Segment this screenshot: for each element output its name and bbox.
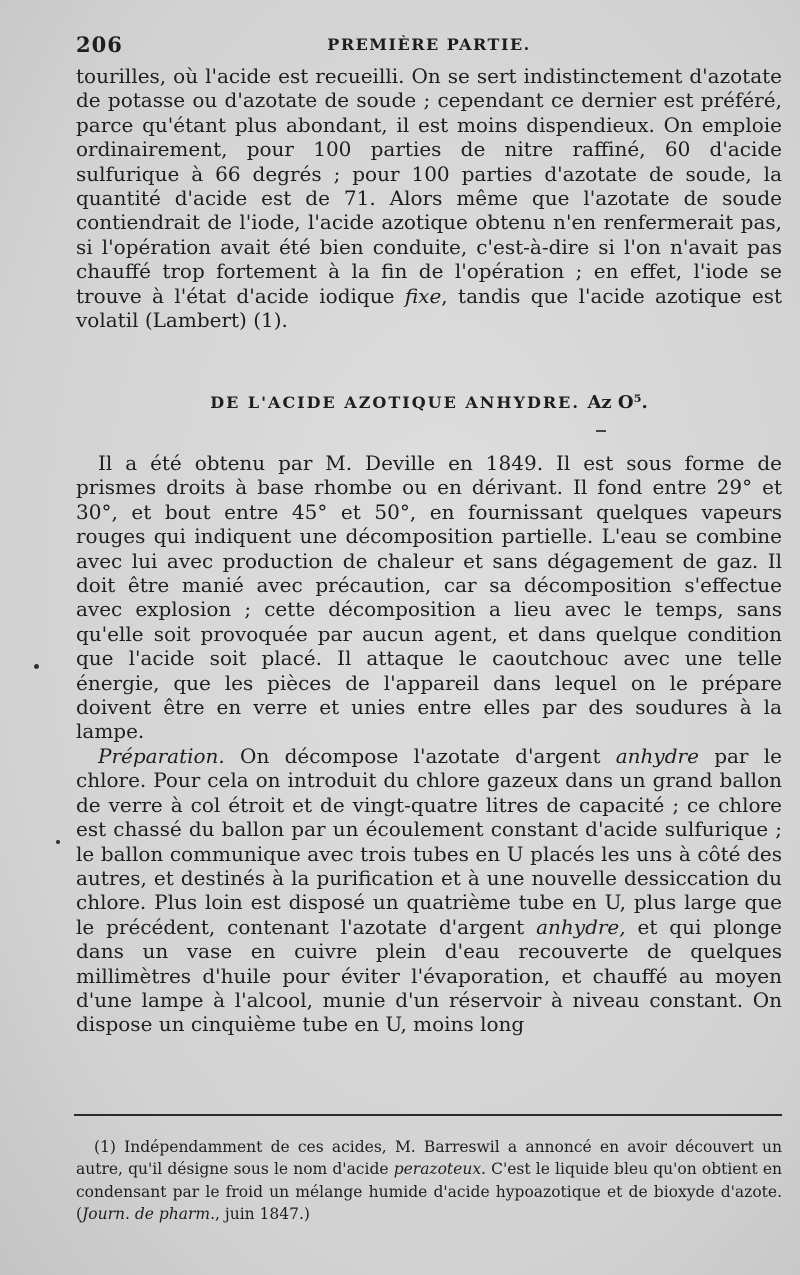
footnote bbox=[76, 1136, 782, 1226]
page-header bbox=[76, 32, 782, 58]
chemical-formula: Az O⁵. bbox=[587, 392, 648, 413]
footnote-rule bbox=[74, 1114, 782, 1116]
body-paragraph: Il a été obtenu par M. Deville en 1849. Il est sous forme de prismes droits à base rhombe ou en dérivant. Il fond entre 29° et 30°, et bout entre 45° et 50°, en fournissant quelques vapeurs rouges qui indiquent une décomposition partielle. L'eau se combine avec lui avec production de chaleur et sans dégagement de gaz. Il doit être manié avec précaution, car sa décomposition s'effectue avec explosion ; cette décomposition a lieu avec le temps, sans qu'elle soit provoquée par aucun agent, et dans quelque condition que l'acide soit placé. Il attaque le caoutchouc avec une telle énergie, que les pièces de l'appareil dans lequel on le prépare doivent être en verre et unies entre elles par des soudures à la lampe. bbox=[76, 451, 782, 744]
paragraph-text-end: , tandis que l'acide azotique est volatil (Lambert) (1). bbox=[76, 283, 783, 333]
footnote-text: , juin 1847.) bbox=[215, 1205, 310, 1224]
margin-mark bbox=[56, 840, 60, 844]
italic-word: fixe bbox=[404, 283, 442, 308]
paragraph-text: par le chlore. Pour cela on introduit du chlore gazeux dans un grand ballon de verre à col étroit et de vingt-quatre litres de capacité ; ce chlore est chassé du ballon par un écoulement constant d'acide sulfurique ; le ballon communique avec trois tubes en U placés les uns à côté des autres, et destinés à la purification et à une nouvelle dessiccation du chlore. Plus loin est disposé un quatrième tube en U, plus large que le précédent, contenant l'azotate d'argent bbox=[76, 743, 782, 939]
preparation-label: Préparation. bbox=[98, 743, 225, 768]
running-head: PREMIÈRE PARTIE. bbox=[327, 35, 531, 54]
margin-mark bbox=[34, 664, 39, 669]
italic-word: anhydre bbox=[615, 743, 699, 768]
paragraph-text: tourilles, où l'acide est recueilli. On se sert indistinctement d'azotate de potasse ou d'azotate de soude ; cependant ce dernier est préféré, parce qu'étant plus abondant, il est moins dispendieux. On emploie ordinairement, pour 100 parties de nitre raffiné, 60 d'acide sulfurique à 66 degrés ; pour 100 parties d'azotate de soude, la quantité d'acide est de 71. Alors même que l'azotate de soude contiendrait de l'iode, l'acide azotique obtenu n'en renfermerait pas, si l'opération avait été bien conduite, c'est-à-dire si l'on n'avait pas chauffé trop fortement à la fin de l'opération ; en effet, l'iode se trouve à l'état d'acide iodique bbox=[76, 64, 782, 308]
section-body bbox=[76, 451, 782, 1037]
section-title: DE L'ACIDE AZOTIQUE ANHYDRE. bbox=[210, 393, 580, 412]
section-divider bbox=[596, 430, 606, 432]
page-number: 206 bbox=[76, 32, 123, 57]
preparation-paragraph bbox=[76, 744, 782, 1037]
paragraph-text: et qui plonge dans un vase en cuivre plein d'eau recouverte de quelques millimètres d'huile pour éviter l'évaporation, et chauffé au moyen d'une lampe à l'alcool, munie d'un réservoir à niveau constant. On dispose un cinquième tube en U, moins long bbox=[76, 914, 782, 1037]
journal-reference: Journ. de pharm. bbox=[82, 1205, 216, 1224]
italic-word: anhydre, bbox=[536, 914, 626, 939]
footnote-text: C'est le liquide bleu qu'on obtient en condensant par le froid un mélange humide d'acide hypoazotique et de bioxyde d'azote. ( bbox=[76, 1160, 782, 1224]
paragraph-text: On décompose l'azotate d'argent bbox=[224, 743, 616, 768]
section-heading bbox=[76, 392, 782, 413]
footnote-text: (1) Indépendamment de ces acides, M. Barreswil a annoncé en avoir découvert un autre, qu'il désigne sous le nom d'acide bbox=[76, 1138, 782, 1179]
body-paragraph-continued bbox=[76, 64, 782, 332]
italic-word: perazoteux. bbox=[393, 1160, 486, 1179]
